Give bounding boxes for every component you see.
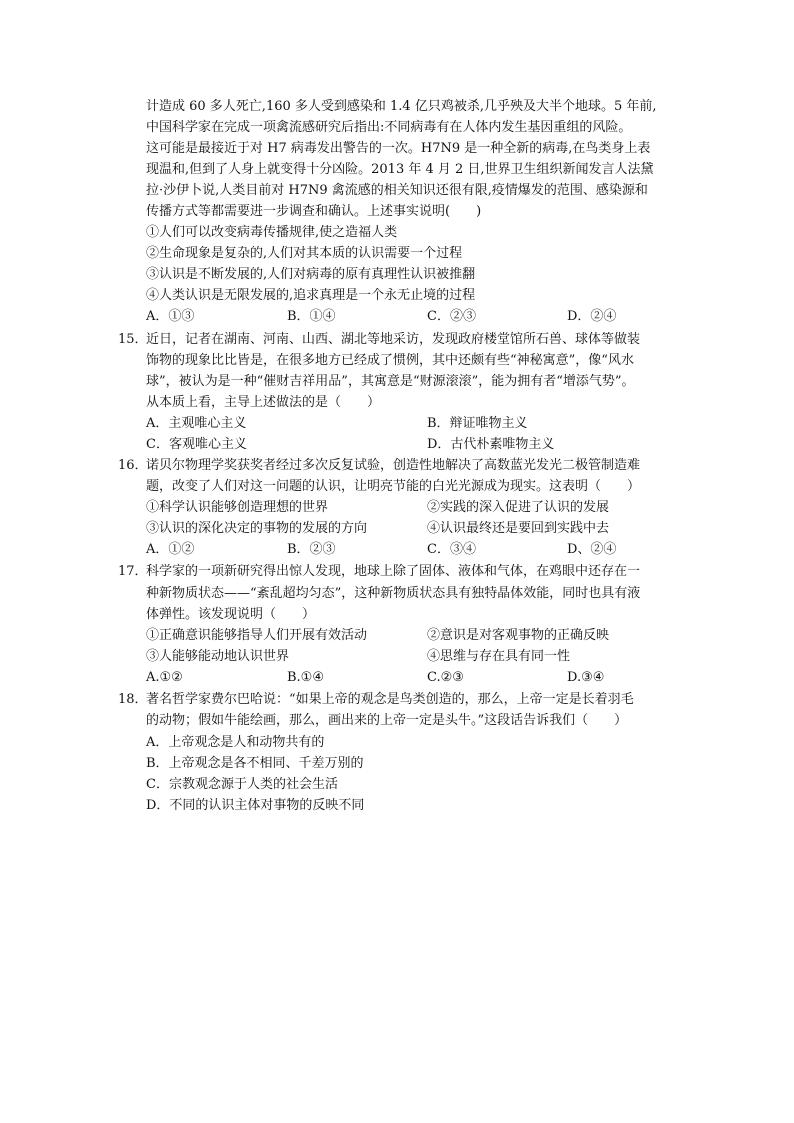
statement: ②意识是对客观事物的正确反映 [427,628,610,643]
statement: ③认识的深化决定的事物的发展的方向 [146,521,368,536]
option: A．主观唯心主义 [146,416,247,431]
statement: ③认识是不断发展的,人们对病毒的原有真理性认识被推翻 [146,267,476,282]
option: A．①② [146,542,195,557]
question-line: 题，改变了人们对这一问题的认识，让明亮节能的白光光源成为现实。这表明（ ） [146,479,641,494]
question-line: 从本质上看，主导上述做法的是（ ） [146,395,381,410]
option: B．上帝观念是各不相同、千差万别的 [146,756,364,771]
statement: ①科学认识能够创造理想的世界 [146,500,329,515]
intro-line: 这可能是最接近于对 H7 病毒发出警告的一次。H7N9 是一种全新的病毒,在鸟类身上表 [146,141,651,156]
intro-line: 现温和,但到了人身上就变得十分凶险。2013 年 4 月 2 日,世界卫生组织新闻发言人法黛 [146,162,654,177]
option: C.②③ [427,670,464,685]
option: B．②③ [287,542,336,557]
option: D.③④ [567,670,605,685]
question-line: 诺贝尔物理学奖获奖者经过多次反复试验，创造性地解决了高数蓝光发光二极管制造难 [146,458,641,473]
question-line: 近日，记者在湖南、河南、山西、湖北等地采访，发现政府楼堂馆所石兽、球体等做装 [146,332,641,347]
intro-line: 计造成 60 多人死亡,160 多人受到感染和 1.4 亿只鸡被杀,几乎殃及大半个地球。5 年前, [146,99,657,114]
question-number: 15． [118,332,148,347]
option: C．②③ [427,309,476,324]
statement: ①人们可以改变病毒传播规律,使之造福人类 [146,225,398,240]
statement: ①正确意识能够指导人们开展有效活动 [146,628,368,643]
option: C．客观唯心主义 [146,437,247,452]
intro-line: 传播方式等都需要进一步调查和确认。上述事实说明( ) [146,204,482,219]
statement: ④认识最终还是要回到实践中去 [427,521,610,536]
option: C．宗教观念源于人类的社会生活 [146,777,338,792]
statement: ②生命现象是复杂的,人们对其本质的认识需要一个过程 [146,246,463,261]
option: A．上帝观念是人和动物共有的 [146,735,325,750]
option: D．古代朴素唯物主义 [427,437,555,452]
question-line: 体弹性。该发现说明（ ） [146,607,316,622]
option: A．①③ [146,309,195,324]
option: A.①② [146,670,183,685]
question-number: 16． [118,458,148,473]
option: D．不同的认识主体对事物的反映不同 [146,798,365,813]
option: C．③④ [427,542,476,557]
question-line: 饰物的现象比比皆是，在很多地方已经成了惯例，其中还颇有些“神秘寓意”，像“风水 [146,353,634,368]
option: D、②④ [567,542,617,557]
statement: ④人类认识是无限发展的,追求真理是一个永无止境的过程 [146,288,476,303]
intro-line: 中国科学家在完成一项禽流感研究后指出:不同病毒有在人体内发生基因重组的风险。 [146,120,632,135]
question-number: 17． [118,564,148,579]
question-line: 科学家的一项新研究得出惊人发现，地球上除了固体、液体和气体，在鸡眼中还存在一 [146,564,641,579]
statement: ④思维与存在具有同一性 [427,649,571,664]
question-line: 球”，被认为是一种“催财吉祥用品”，其寓意是“财源滚滚”，能为拥有者“增添气势”。 [146,374,635,389]
option: B.①④ [287,670,324,685]
statement: ③人能够能动地认识世界 [146,649,290,664]
option: B．①④ [287,309,336,324]
question-line: 种新物质状态——“紊乱超均匀态”，这种新物质状态具有独特晶体效能，同时也具有液 [146,586,641,601]
intro-line: 拉·沙伊卜说,人类目前对 H7N9 禽流感的相关知识还很有限,疫情爆发的范围、感染源和 [146,183,648,198]
option: B．辩证唯物主义 [427,416,528,431]
question-line: 著名哲学家费尔巴哈说：“如果上帝的观念是鸟类创造的，那么，上帝一定是长着羽毛 [146,692,634,707]
question-line: 的动物；假如牛能绘画，那么，画出来的上帝一定是头牛。”这段话告诉我们（ ） [146,713,628,728]
question-number: 18． [118,692,148,707]
option: D．②④ [567,309,617,324]
statement: ②实践的深入促进了认识的发展 [427,500,610,515]
